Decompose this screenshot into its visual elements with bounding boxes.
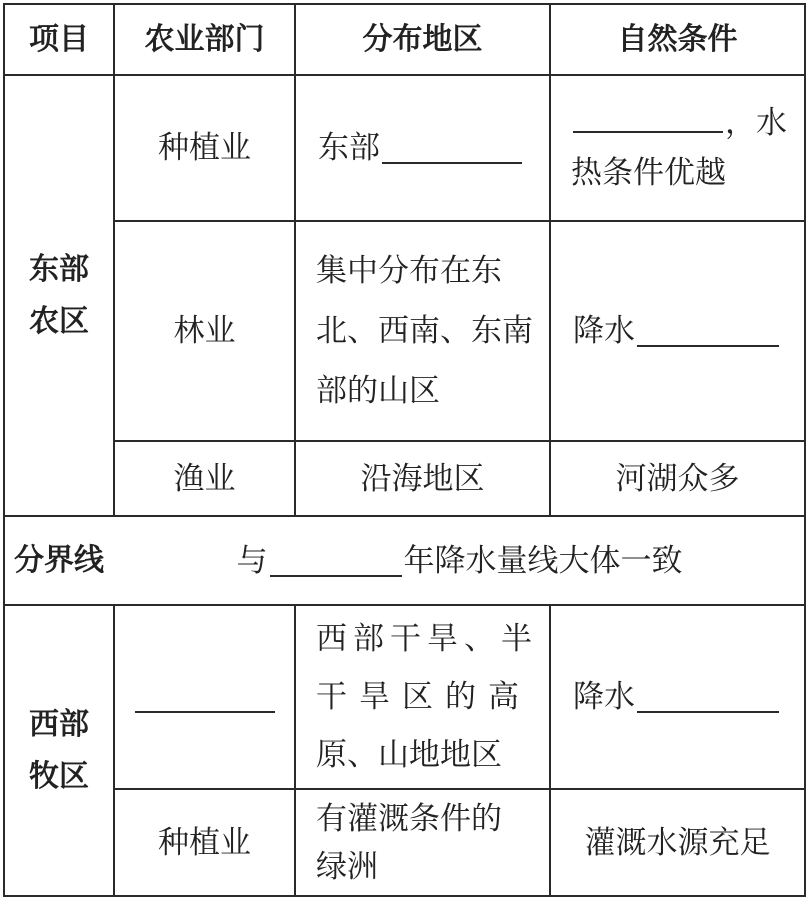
sector-text: 种植业: [158, 824, 251, 861]
east-row1-sector: [115, 76, 294, 220]
answer-blank: [135, 681, 275, 713]
west-row1-condition: [551, 606, 804, 788]
sector-text: 渔业: [173, 460, 236, 497]
condition-line1: [571, 98, 787, 148]
west-row2-distribution: [296, 790, 549, 895]
east-row3-sector: [115, 442, 294, 515]
distribution-text: 东部: [318, 130, 380, 166]
grid-line: [3, 895, 806, 897]
header-sector-text: 农业部门: [144, 21, 265, 57]
answer-blank: [382, 132, 522, 164]
boundary-label: [5, 517, 113, 604]
east-row1-condition: [551, 76, 804, 220]
boundary-label-text: 分界线: [14, 542, 104, 578]
distribution-line2: 北、西南、东南: [316, 313, 533, 349]
east-label-line2: 农区: [29, 303, 89, 339]
condition-suffix-text: ，水: [725, 105, 787, 141]
condition-line2: 热条件优越: [571, 155, 726, 191]
answer-blank: [637, 315, 779, 347]
grid-line: [804, 3, 806, 897]
west-row2-condition: [551, 790, 804, 895]
east-row1-distribution: [296, 76, 549, 220]
sector-text: 种植业: [158, 130, 251, 166]
distribution-line1: 西部干旱、半: [316, 621, 538, 657]
east-label-line1: 东部: [29, 251, 89, 287]
west-row1-sector: [115, 606, 294, 788]
condition-text: 河湖众多: [615, 460, 740, 497]
header-item-text: 项目: [29, 21, 89, 57]
east-row2-sector: [115, 222, 294, 440]
condition-text: 灌溉水源充足: [584, 824, 771, 861]
boundary-prefix-text: 与: [236, 542, 268, 579]
boundary-content: [115, 517, 804, 604]
condition-text: 降水: [573, 679, 635, 715]
west-row2-sector: [115, 790, 294, 895]
east-row3-distribution: [296, 442, 549, 515]
answer-blank: [573, 101, 723, 133]
west-label-line1: 西部: [29, 706, 89, 742]
boundary-suffix-text: 年降水量线大体一致: [403, 542, 683, 579]
distribution-line1: 有灌溉条件的: [316, 800, 502, 837]
header-sector: [115, 5, 294, 74]
east-row2-distribution: [296, 222, 549, 440]
east-row3-condition: [551, 442, 804, 515]
west-label-line2: 牧区: [29, 758, 89, 794]
sector-text: 林业: [173, 313, 236, 349]
distribution-line2: 干旱区的高: [316, 679, 531, 715]
distribution-line1: 集中分布在东: [316, 253, 502, 289]
distribution-line3: 部的山区: [316, 373, 440, 409]
distribution-line2: 绿洲: [316, 848, 378, 885]
east-row2-condition: [551, 222, 804, 440]
answer-blank: [637, 681, 779, 713]
distribution-line3: 原、山地地区: [316, 737, 502, 773]
header-conditions-text: 自然条件: [617, 21, 738, 57]
answer-blank: [270, 545, 402, 577]
west-row1-distribution: [296, 606, 549, 788]
distribution-text: 沿海地区: [360, 460, 485, 497]
header-conditions: [551, 5, 804, 74]
condition-text: 降水: [573, 313, 635, 349]
header-item: [5, 5, 113, 74]
header-distribution: [296, 5, 549, 74]
west-region-label: [5, 606, 113, 895]
east-region-label: [5, 76, 113, 515]
header-distribution-text: 分布地区: [362, 21, 483, 57]
